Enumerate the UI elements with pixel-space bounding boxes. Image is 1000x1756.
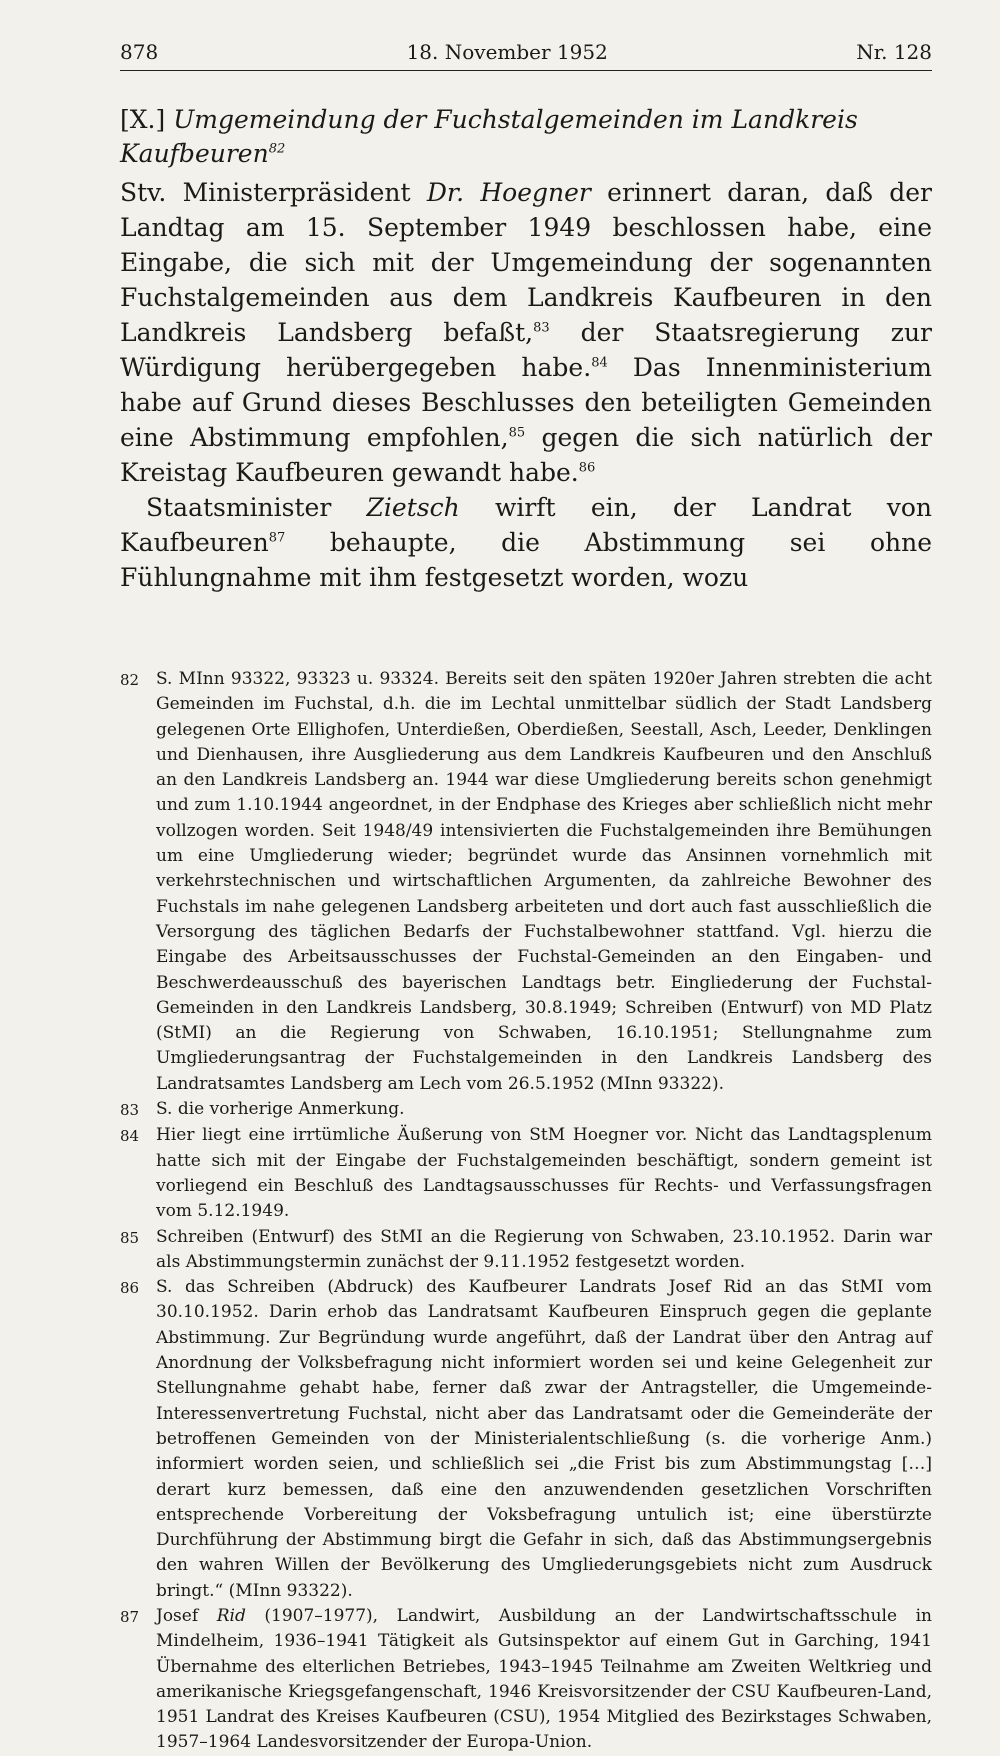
page-number: 878 <box>120 40 159 64</box>
footnote-text: S. MInn 93322, 93323 u. 93324. Bereits seit den späten 1920er Jahren strebten die acht Gemeinden im Fuchstal, d.h. die im Lechtal unmittelbar südlich der Stadt Landsberg gelegenen Orte Ellighofen, Unterdießen, Oberdießen, Seestall, Asch, Leeder, Denklingen und Dienhausen, ihre Ausgliederung aus dem Landkreis Kaufbeuren und den Anschluß an den Landkreis Landsberg an. 1944 war diese Umgliederung bereits schon genehmigt und zum 1.10.1944 angeordnet, in der Endphase des Krieges aber schließlich nicht mehr vollzogen worden. Seit 1948/49 intensivierten die Fuchstalgemeinden ihre Bemühungen um eine Umgliederung wieder; begründet wurde das Ansinnen vornehmlich mit verkehrstechnischen und wirtschaftlichen Argumenten, da zahlreiche Bewohner des Fuchstals im nahe gelegenen Landsberg arbeiteten und dort auch fast ausschließlich die Versorgung des täglichen Bedarfs der Fuchstalbewohner stattfand. Vgl. hierzu die Eingabe des Arbeitsausschusses der Fuchstal-Gemeinden an den Eingaben- und Beschwerdeausschuß des bayerischen Landtags betr. Eingliederung der Fuchstal-Gemeinden in den Landkreis Landsberg, 30.8.1949; Schreiben (Entwurf) von MD Platz (StMI) an die Regierung von Schwaben, 16.10.1951; Stellungnahme zum Umgliederungsantrag der Fuchstalgemeinden in den Landkreis Landsberg des Landratsamtes Landsberg am Lech vom 26.5.1952 (MInn 93322). <box>156 669 932 1094</box>
section-title-text: Umgemeindung der Fuchstalgemeinden im Landkreis Kaufbeuren <box>120 105 858 168</box>
footnote <box>120 1123 932 1224</box>
footnote-number: 85 <box>120 1228 140 1247</box>
person-name: Rid <box>216 1605 246 1626</box>
footnote <box>120 1097 932 1123</box>
p1-text-3: der Staatsregierung zur Würdigung herübergegeben habe. <box>120 318 932 382</box>
p1-text-1: Stv. Ministerpräsident <box>120 178 427 207</box>
footnote-text <box>156 1604 932 1756</box>
main-text <box>120 175 932 595</box>
document-page <box>120 40 932 1756</box>
footnote-ref-86: 86 <box>578 460 596 476</box>
p1-text-2: erinnert daran, daß der Landtag am 15. September 1949 beschlossen habe, eine Eingabe, die sich mit der Umgemeindung der sogenannten Fuchstalgemeinden aus dem Landkreis Kaufbeuren in den Landkreis Landsberg befaßt, <box>120 178 932 347</box>
running-header <box>120 40 932 71</box>
footnote <box>120 1604 932 1756</box>
footnote-ref-84: 84 <box>591 355 608 371</box>
speaker-zietsch: Zietsch <box>366 493 460 522</box>
footnote-ref-85: 85 <box>508 425 526 441</box>
footnote-text: S. die vorherige Anmerkung. <box>156 1099 405 1120</box>
footnote-ref-87: 87 <box>268 530 286 546</box>
p2-text-1: Staatsminister <box>146 493 367 522</box>
footnote-ref-82: 82 <box>268 141 286 157</box>
footnote-text: S. das Schreiben (Abdruck) des Kaufbeurer Landrats Josef Rid an das StMI vom 30.10.1952. Darin erhob das Landratsamt Kaufbeuren Einspruch gegen die geplante Abstimmung. Zur Begründung wurde angeführt, daß der Landrat über den Antrag auf Anordnung der Volksbefragung nicht informiert worden sei und keine Gelegenheit zur Stellungnahme gehabt habe, ferner daß zwar der Antragsteller, die Umgemeinde-Interessenvertretung Fuchstal, nicht aber das Landratsamt oder die Gemeinderäte der betroffenen Gemeinden von der Ministerialentschließung (s. die vorherige Anm.) informiert worden seien, und schließlich sei „die Frist bis zum Abstimmungstag […] derart kurz bemessen, daß eine den anzuwendenden gesetzlichen Vorschriften entsprechende Vorbereitung der Voksbefragung untulich ist; eine überstürzte Durchführung der Abstimmung birgt die Gefahr in sich, daß das Abstimmungsergebnis den wahren Willen der Bevölkerung des Umgliederungsgebiets nicht zum Ausdruck bringt.“ (MInn 93322). <box>156 1277 932 1601</box>
paragraph-1 <box>120 175 932 490</box>
footnotes <box>120 667 932 1756</box>
p1-text-4: Das Innenministerium habe auf Grund dieses Beschlusses den beteiligten Gemeinden eine Abstimmung empfohlen, <box>120 353 933 452</box>
footnote-ref-83: 83 <box>533 320 550 336</box>
footnote <box>120 667 932 1097</box>
footnote <box>120 1225 932 1276</box>
header-date: 18. November 1952 <box>406 40 608 64</box>
footnote-text: Schreiben (Entwurf) des StMI an die Regierung von Schwaben, 23.10.1952. Darin war als Abstimmungstermin zunächst der 9.11.1952 festgesetzt worden. <box>156 1226 932 1272</box>
paragraph-2 <box>120 490 932 595</box>
footnote-number: 87 <box>120 1607 140 1626</box>
issue-number: Nr. 128 <box>856 40 932 64</box>
footnote-number: 82 <box>120 671 140 689</box>
footnote-number: 83 <box>120 1101 140 1120</box>
footnote-text-rest: (1907–1977), Landwirt, Ausbildung an der Landwirtschaftsschule in Mindelheim, 1936–1941 Tätigkeit als Gutsinspektor auf einem Gut in Garching, 1941 Übernahme des elterlichen Betriebes, 1943–1945 Teilnahme am Zweiten Weltkrieg und amerikanische Kriegsgefangenschaft, 1946 Kreisvorsitzender der CSU Kaufbeuren-Land, 1951 Landrat des Kreises Kaufbeuren (CSU), 1954 Mitglied des Bezirkstages Schwaben, 1957–1964 Landesvorsitzender der Europa-Union. <box>156 1605 933 1753</box>
footnote-text: Hier liegt eine irrtümliche Äußerung von StM Hoegner vor. Nicht das Landtagsplenum hatte sich mit der Eingabe der Fuchstalgemeinden beschäftigt, sondern gemeint ist vorliegend ein Beschluß des Landtagsausschusses für Rechts- und Verfassungsfragen vom 5.12.1949. <box>156 1125 932 1222</box>
p1-text-5: gegen die sich natürlich der Kreistag Kaufbeuren gewandt habe. <box>120 423 933 487</box>
footnote <box>120 1275 932 1604</box>
p2-text-2: wirft ein, der Landrat von Kaufbeuren <box>120 493 932 557</box>
section-title <box>120 103 932 171</box>
section-number: [X.] <box>120 105 166 134</box>
p2-text-3: behaupte, die Abstimmung sei ohne Fühlungnahme mit ihm festgesetzt worden, wozu <box>120 528 932 592</box>
footnote-number: 84 <box>120 1127 140 1146</box>
speaker-hoegner: Dr. Hoegner <box>426 178 591 207</box>
footnote-number: 86 <box>120 1279 140 1298</box>
footnote-text-pre: Josef <box>156 1605 217 1626</box>
